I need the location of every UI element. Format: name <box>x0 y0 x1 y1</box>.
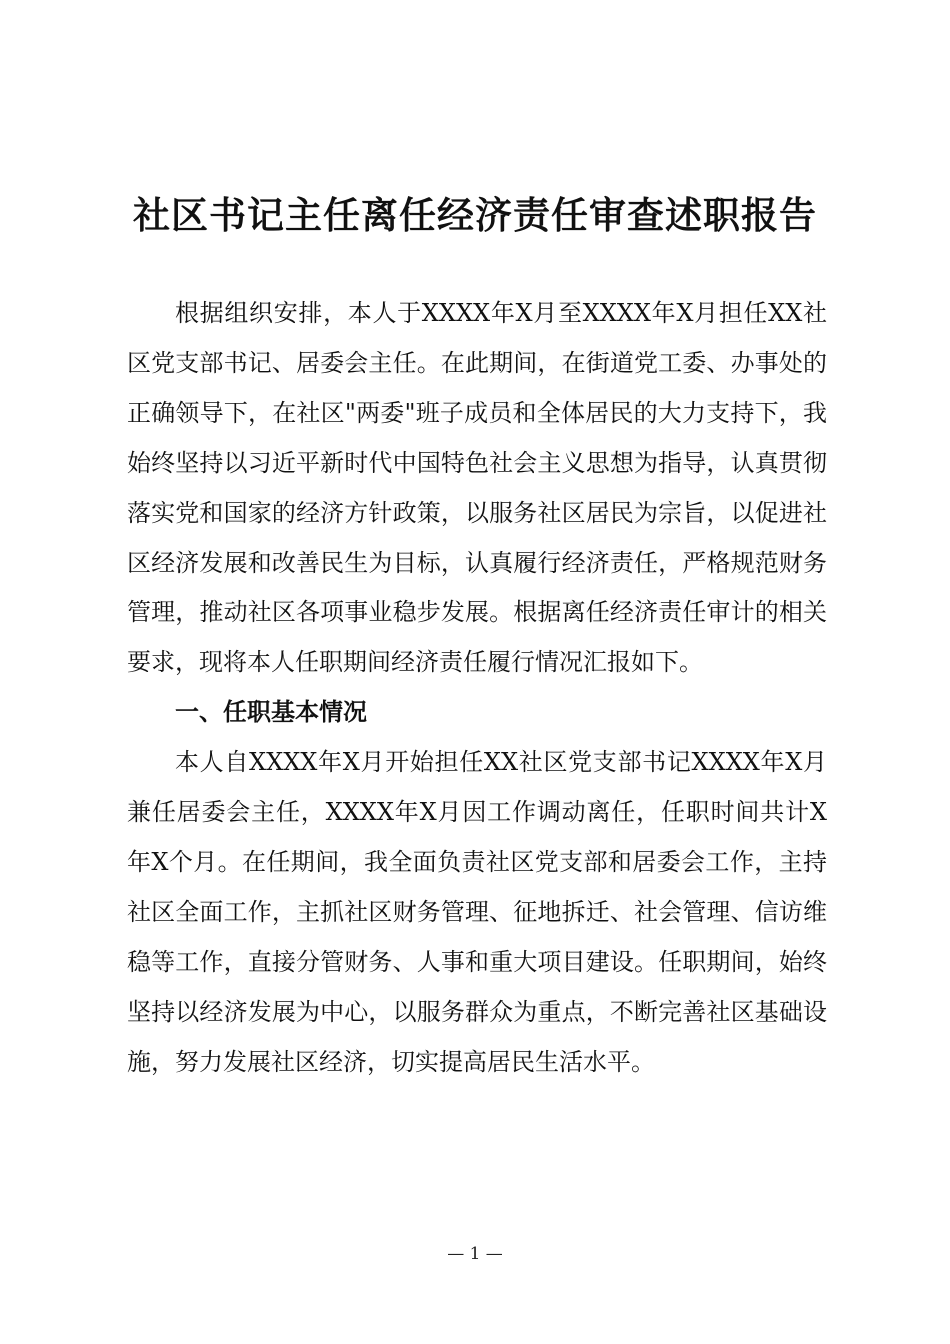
intro-paragraph: 根据组织安排，本人于XXXX年X月至XXXX年X月担任XX社区党支部书记、居委会主任。在此期间，在街道党工委、办事处的正确领导下，在社区"两委"班子成员和全体居民的大力支持下，我始终坚持以习近平新时代中国特色社会主义思想为指导，认真贯彻落实党和国家的经济方针政策，以服务社区居民为宗旨，以促进社区经济发展和改善民生为目标，认真履行经济责任，严格规范财务管理，推动社区各项事业稳步发展。根据离任经济责任审计的相关要求，现将本人任职期间经济责任履行情况汇报如下。 <box>127 299 827 677</box>
document-body <box>127 289 827 1088</box>
document-title: 社区书记主任离任经济责任审查述职报告 <box>133 193 817 237</box>
section-heading-1: 一、任职基本情况 <box>175 698 367 727</box>
page-number: — 1 — <box>447 1244 503 1264</box>
section-1-paragraph: 本人自XXXX年X月开始担任XX社区党支部书记XXXX年X月兼任居委会主任，XXXX年X月因工作调动离任，任职时间共计X年X个月。在任期间，我全面负责社区党支部和居委会工作，主持社区全面工作，主抓社区财务管理、征地拆迁、社会管理、信访维稳等工作，直接分管财务、人事和重大项目建设。任职期间，始终坚持以经济发展为中心，以服务群众为重点，不断完善社区基础设施，努力发展社区经济，切实提高居民生活水平。 <box>127 748 827 1076</box>
